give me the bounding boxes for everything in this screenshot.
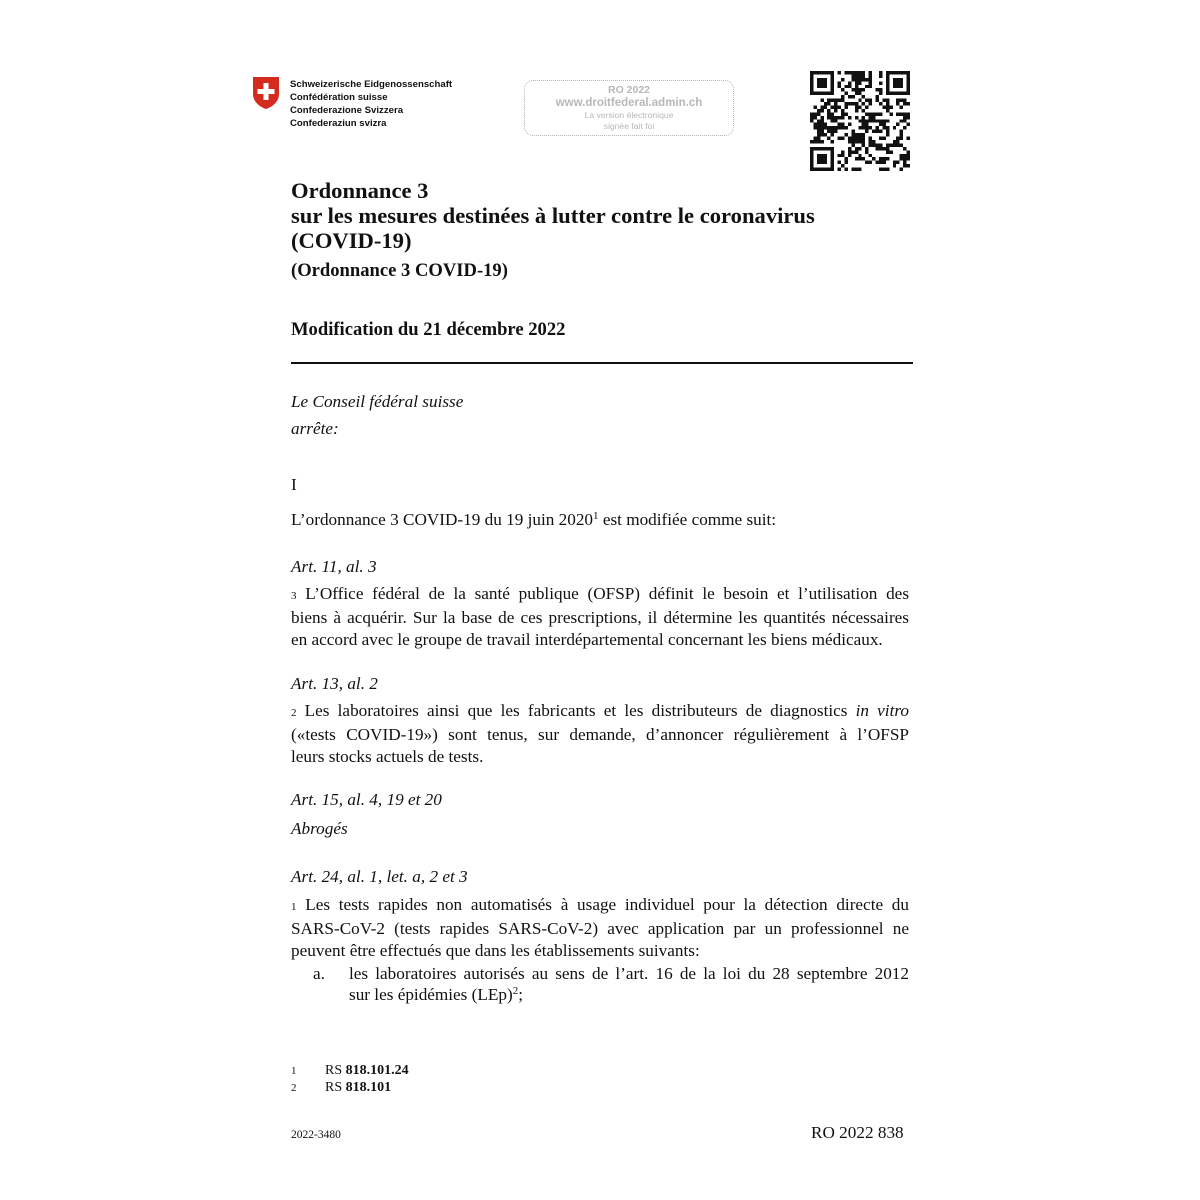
footnote-ref: 818.101.24 <box>345 1063 409 1078</box>
article-heading: Art. 11, al. 3 <box>291 557 377 576</box>
short-title: (Ordonnance 3 COVID-19) <box>291 260 508 281</box>
footnote-prefix: RS <box>325 1080 346 1095</box>
intro-text-end: est modifiée comme suit: <box>598 510 777 529</box>
intro-text: L’ordonnance 3 COVID-19 du 19 juin 2020 <box>291 510 594 529</box>
list-item-letter: a. <box>313 964 325 983</box>
list-item-text: sur les épidémies (LEp) <box>349 985 513 1004</box>
title-divider <box>291 362 913 364</box>
modification-date: Modification du 21 décembre 2022 <box>291 319 566 340</box>
list-item-line: les laboratoires autorisés au sens de l’art. 16 de la loi du 28 septembre 2012 <box>349 964 909 983</box>
stamp-ro: RO 2022 <box>607 84 651 96</box>
footnote-number: 2 <box>291 1082 297 1094</box>
paragraph-line: L’Office fédéral de la santé publique (OFSP) définit le besoin et l’utilisation des <box>305 584 910 603</box>
section-numeral: I <box>291 475 297 494</box>
footnote-ref-2: 2 <box>512 985 519 997</box>
preamble-decides: arrête: <box>291 419 339 438</box>
section-intro <box>291 509 776 533</box>
italic-term: in vitro <box>855 701 909 720</box>
ro-reference: RO 2022 838 <box>811 1123 904 1142</box>
qr-code-icon <box>810 71 910 171</box>
article-11-text <box>291 583 909 650</box>
footnote-ref: 818.101 <box>345 1080 392 1095</box>
paragraph-line: Les tests rapides non automatisés à usage individuel pour la détection directe du <box>305 895 909 914</box>
stamp-note-2: signée fait foi <box>603 120 655 131</box>
signature-stamp <box>524 80 734 136</box>
stamp-url: www.droitfederal.admin.ch <box>555 97 703 109</box>
confederation-de: Schweizerische Eidgenossenschaft <box>290 79 453 90</box>
article-24-text <box>291 894 909 961</box>
footnote-prefix: RS <box>325 1063 346 1078</box>
article-13-text <box>291 700 909 767</box>
paragraph-line: leurs stocks actuels de tests. <box>291 746 484 766</box>
article-heading: Art. 24, al. 1, let. a, 2 et 3 <box>291 867 468 886</box>
article-heading: Art. 15, al. 4, 19 et 20 <box>291 790 442 809</box>
document-number: 2022-3480 <box>291 1129 341 1141</box>
list-item-text-end: ; <box>518 985 523 1004</box>
paragraph-number: 2 <box>291 707 297 719</box>
title-line-1: Ordonnance 3 <box>291 178 429 203</box>
swiss-coat-of-arms-icon <box>252 76 280 110</box>
title-line-2: sur les mesures destinées à lutter contre le coronavirus <box>291 203 815 228</box>
paragraph-line: peuvent être effectués que dans les établissements suivants: <box>291 940 700 960</box>
paragraph-line: en accord avec le groupe de travail interdépartemental concernant les biens médicaux. <box>291 629 883 649</box>
preamble-council: Le Conseil fédéral suisse <box>291 392 464 411</box>
confederation-names <box>290 78 452 130</box>
stamp-note-1: La version électronique <box>584 110 674 120</box>
paragraph-number: 1 <box>291 901 297 913</box>
paragraph-line: SARS-CoV-2 (tests rapides SARS-CoV-2) avec application par un professionnel ne <box>291 919 909 939</box>
footnote-number: 1 <box>291 1065 297 1077</box>
footnote <box>291 1079 391 1097</box>
article-15-text: Abrogés <box>291 819 348 838</box>
confederation-it: Confederazione Svizzera <box>290 105 404 116</box>
confederation-rm: Confederaziun svizra <box>290 118 387 129</box>
list-item-line <box>349 984 523 1008</box>
article-heading: Art. 13, al. 2 <box>291 674 378 693</box>
footnote-ref-1: 1 <box>593 510 599 522</box>
confederation-fr: Confédération suisse <box>290 92 388 103</box>
paragraph-line: («tests COVID-19») sont tenus, sur demande, d’annoncer régulièrement à l’OFSP <box>291 725 909 745</box>
title-line-3: (COVID-19) <box>291 228 412 253</box>
footnote <box>291 1062 409 1080</box>
document-title <box>291 178 815 253</box>
paragraph-line: Les laboratoires ainsi que les fabricants et les distributeurs de diagnostics <box>304 701 856 720</box>
paragraph-number: 3 <box>291 590 297 602</box>
paragraph-line: biens à acquérir. Sur la base de ces prescriptions, il détermine les quantités nécessaires <box>291 608 909 628</box>
